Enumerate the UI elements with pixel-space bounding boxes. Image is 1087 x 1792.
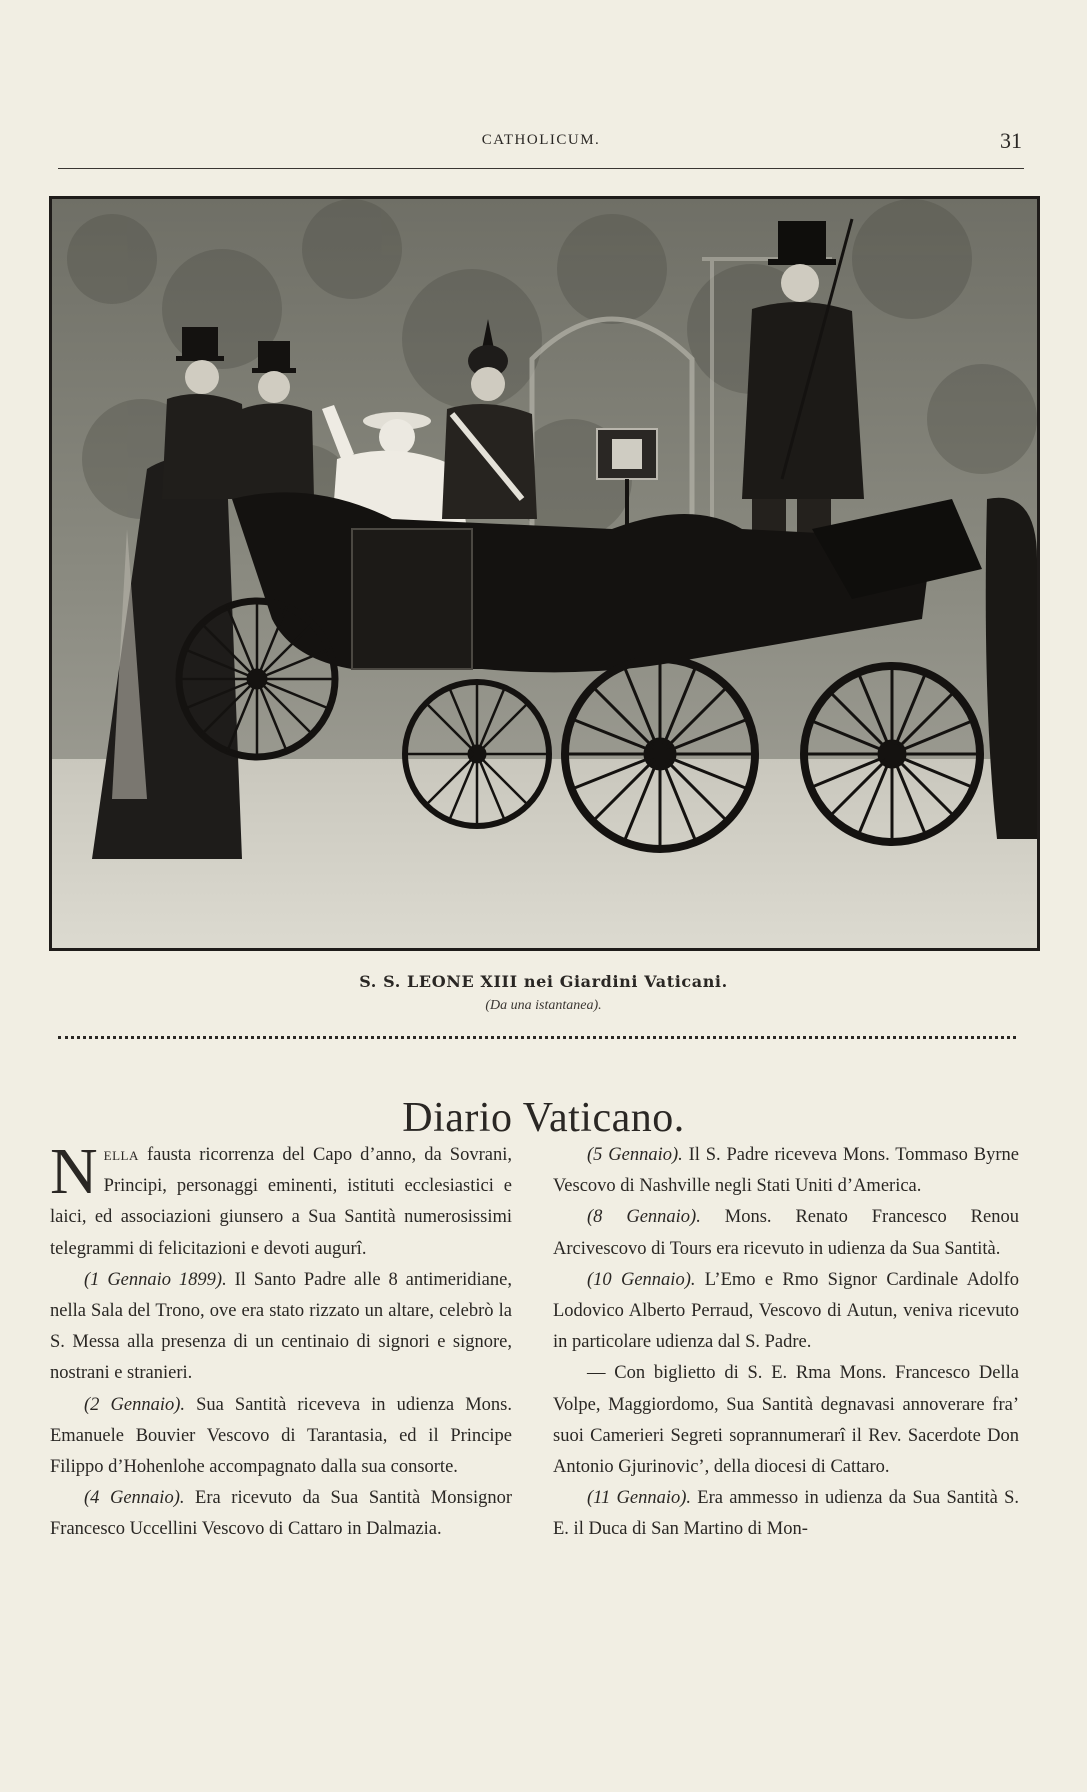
journal-title: CATHOLICUM. (481, 132, 601, 148)
drop-cap: N (50, 1135, 98, 1208)
entry-date: (1 Gennaio 1899). (84, 1269, 227, 1290)
photo-illustration (52, 199, 1037, 948)
paragraph (553, 1140, 1019, 1202)
paragraph-text: — Con biglietto di S. E. Rma Mons. Francesco Della Volpe, Maggiordomo, Sua Santità degnavasi annoverare fra’ suoi Camerieri Segreti soprannumerarî il Rev. Sacerdote Don Antonio Gjurinovic’, della diocesi di Cattaro. (553, 1363, 1019, 1478)
paragraph-text: L’Emo e Rmo Signor Cardinale Adolfo Lodovico Alberto Perraud, Vescovo di Autun, veniva ricevuto in particolare udienza dal S. Padre. (553, 1269, 1019, 1353)
dotted-divider (58, 1036, 1016, 1039)
paragraph-text: Il Santo Padre alle 8 antimeridiane, nella Sala del Trono, ove era stato rizzato un altare, celebrò la S. Messa alla presenza di un centinaio di signori e signore, nostrani e stranieri. (50, 1269, 512, 1384)
paragraph-text: Era ricevuto da Sua Santità Monsignor Francesco Uccellini Vescovo di Cattaro in Dalmazia. (50, 1488, 512, 1540)
entry-date: (8 Gennaio). (587, 1207, 701, 1228)
entry-date: (2 Gennaio). (84, 1394, 185, 1415)
paragraph-lead: ella (103, 1145, 139, 1165)
figure-caption-title: S. S. LEONE XIII nei Giardini Vaticani. (359, 972, 728, 991)
paragraph (553, 1358, 1019, 1483)
entry-date: (4 Gennaio). (84, 1488, 185, 1509)
paragraph-text: fausta ricorrenza del Capo d’anno, da Sovrani, Principi, personaggi eminenti, istituti ecclesiastici e laici, ed associazioni giunsero a Sua Santità numerosissimi telegrammi di felicitazioni e devoti augurî. (50, 1145, 512, 1259)
page-number: 31 (1000, 128, 1022, 153)
running-head (58, 128, 1024, 169)
figure-caption-subtitle: (Da una istantanea). (485, 998, 602, 1013)
horse-edge (986, 498, 1037, 839)
photograph-carriage (49, 196, 1040, 951)
right-column (553, 1140, 1019, 1546)
paragraph (50, 1265, 512, 1390)
paragraph (50, 1483, 512, 1545)
paragraph (50, 1390, 512, 1484)
paragraph-text: Sua Santità riceveva in udienza Mons. Emanuele Bouvier Vescovo di Tarantasia, ed il Principe Filippo d’Hohenlohe accompagnato dalla sua consorte. (50, 1394, 512, 1478)
entry-date: (11 Gennaio). (587, 1488, 692, 1509)
paragraph (50, 1135, 512, 1265)
paragraph-text: Il S. Padre riceveva Mons. Tommaso Byrne Vescovo di Nashville negli Stati Uniti d’America. (553, 1145, 1019, 1197)
paragraph (553, 1265, 1019, 1359)
paragraph (553, 1483, 1019, 1545)
paragraph-text: Mons. Renato Francesco Renou Arcivescovo di Tours era ricevuto in udienza da Sua Santità. (553, 1207, 1019, 1259)
article-title: Diario Vaticano. (402, 1095, 685, 1142)
paragraph-text: Era ammesso in udienza da Sua Santità S. E. il Duca di San Martino di Mon- (553, 1488, 1019, 1540)
left-column (50, 1135, 512, 1546)
entry-date: (5 Gennaio). (587, 1145, 683, 1165)
entry-date: (10 Gennaio). (587, 1269, 696, 1290)
paragraph (553, 1202, 1019, 1264)
